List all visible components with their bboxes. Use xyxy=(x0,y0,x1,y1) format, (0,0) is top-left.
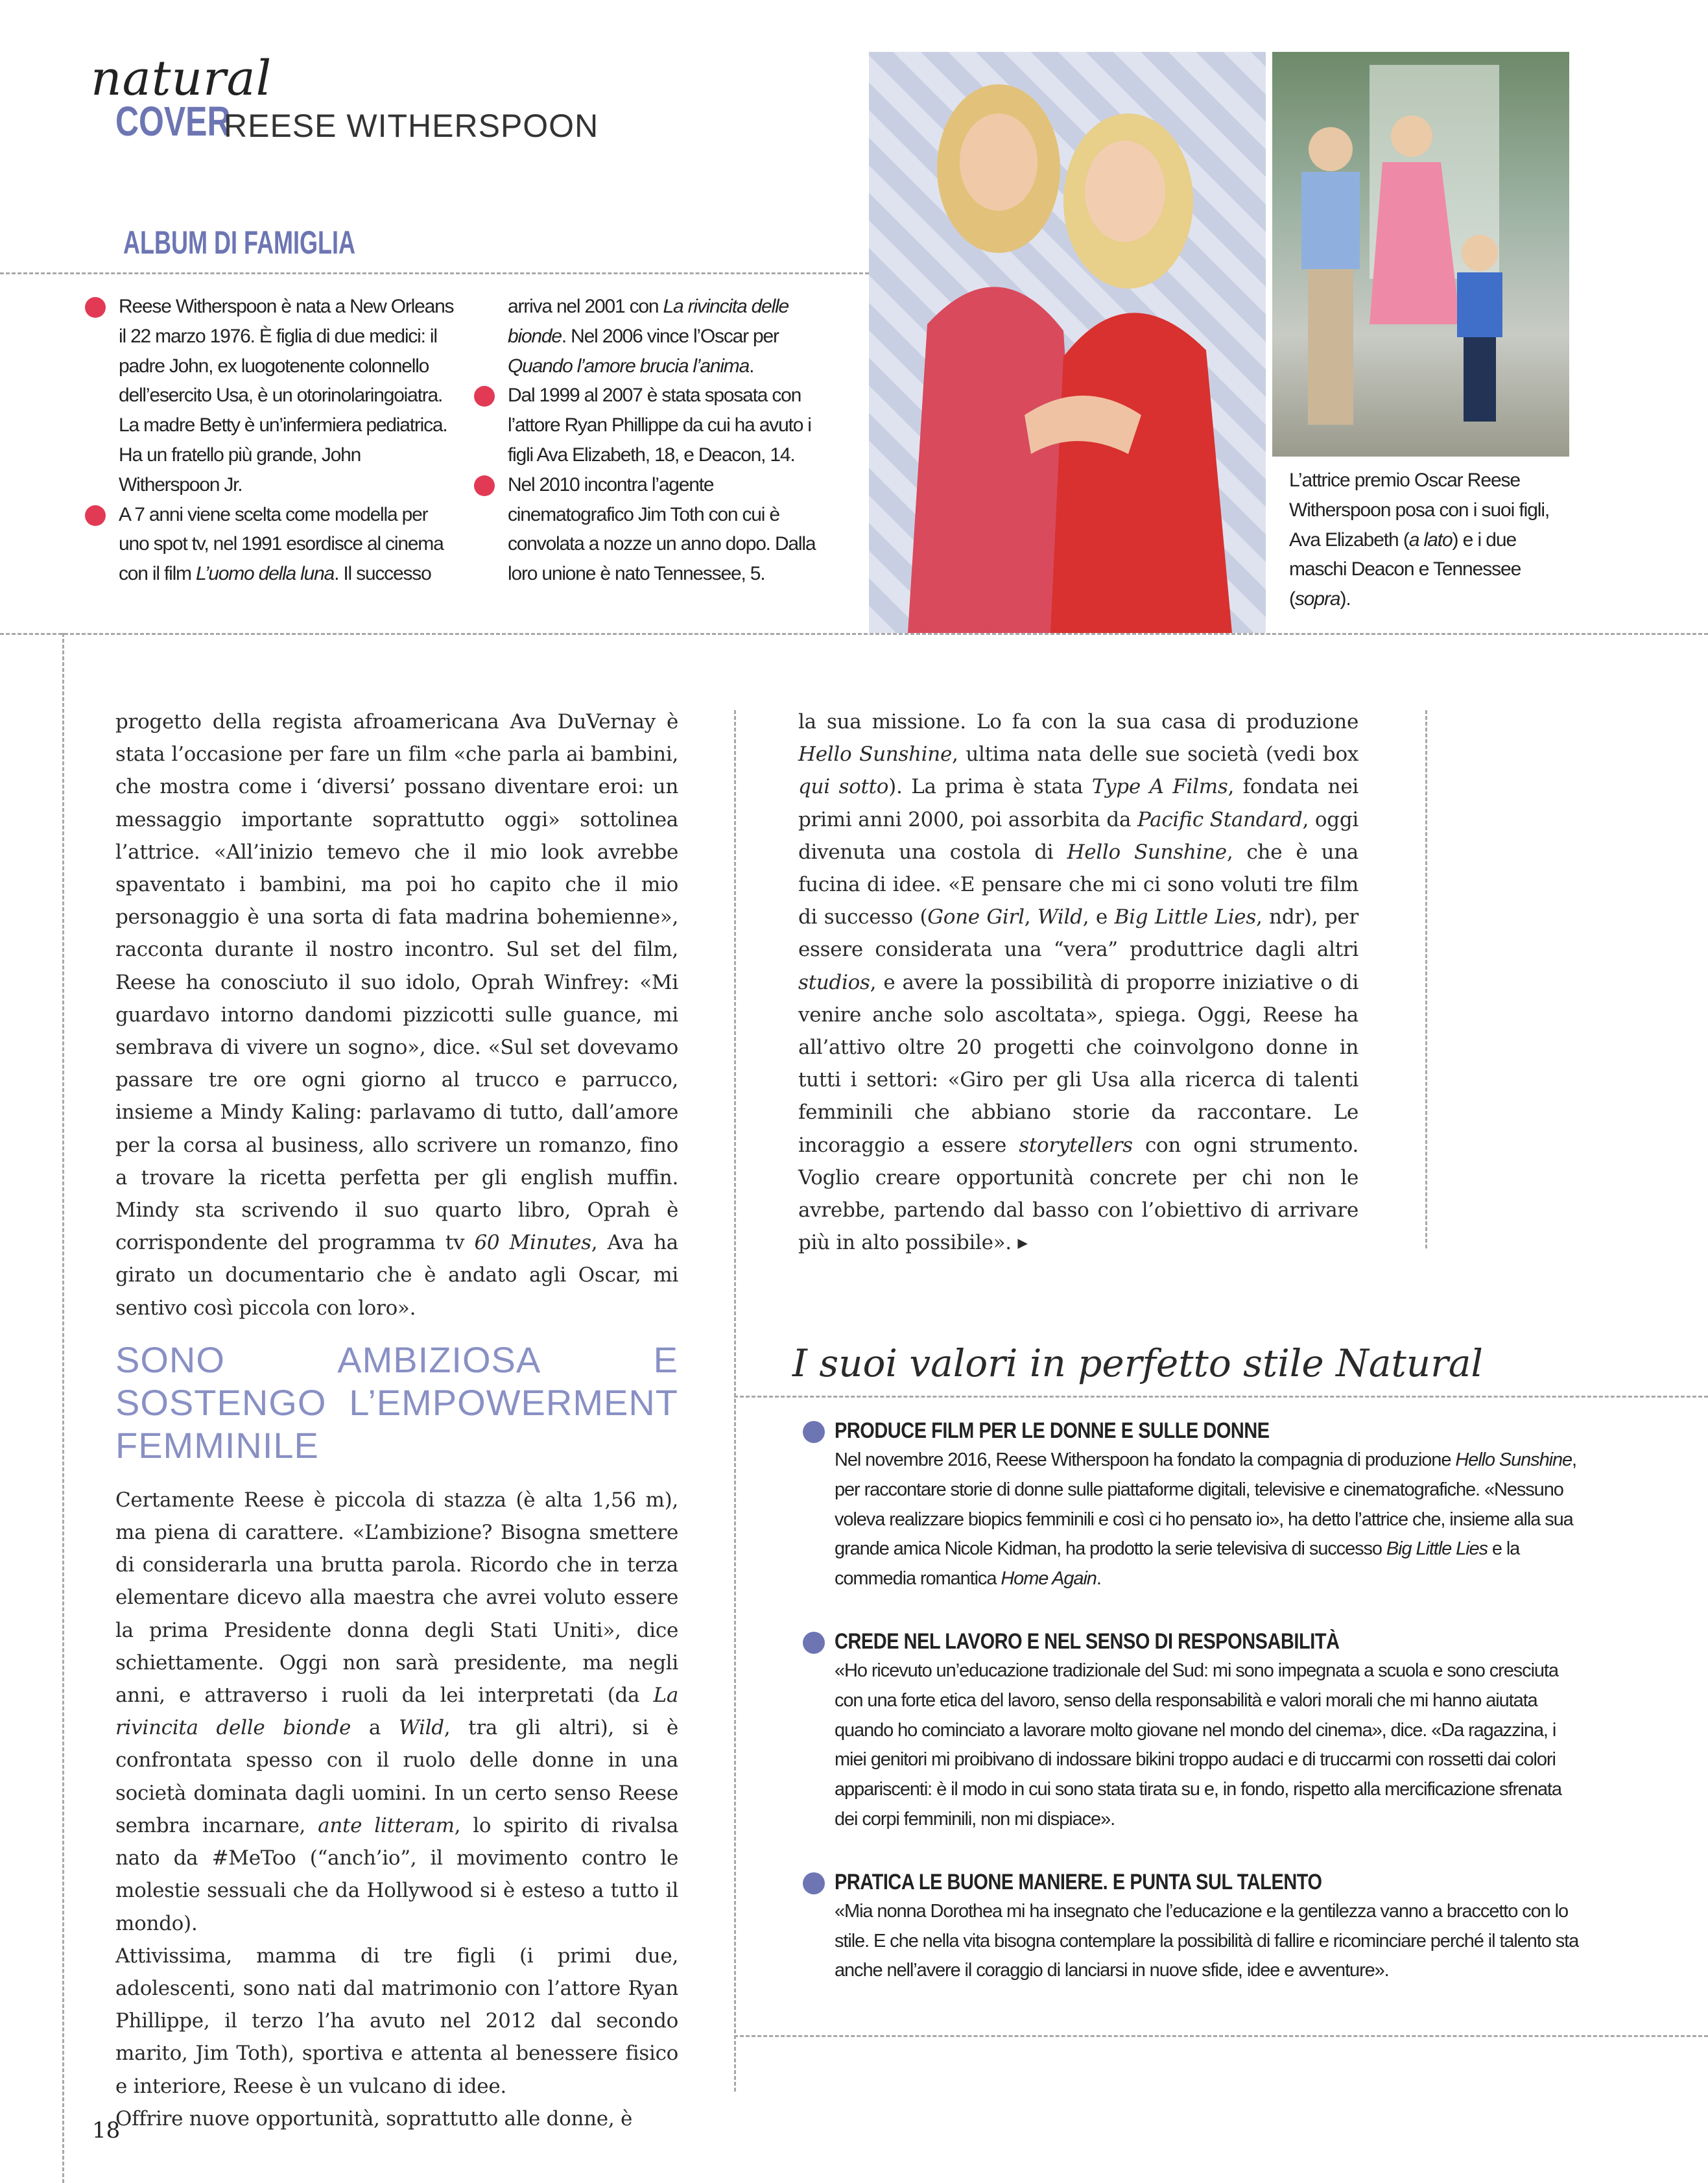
text-run: , per raccontare storie di donne sulle piattaforme digitali, televisive e cinematografiche. «Nessuno voleva realizzare biopics femminili e così ci ho pensato io», ha detto l’attrice che, insieme alla sua grande amica Nicole Kidman, ha prodotto la serie televisiva di successo xyxy=(835,1449,1576,1560)
text-run: . Nel 2006 vince l’Oscar per xyxy=(561,325,779,347)
album-fact-text xyxy=(119,504,444,585)
caption-text xyxy=(1289,470,1549,610)
album-fact xyxy=(508,470,819,589)
italic-title: Wild xyxy=(398,1716,444,1740)
article-paragraph xyxy=(798,706,1358,1259)
text-run: «Mia nonna Dorothea mi ha insegnato che l’educazione e la gentilezza vanno a braccetto con lo stile. E che nella vita bisogna contemplare la possibilità di fallire e ricominciare perché il talento sta anche nell’avere il coraggio di lanciarsi in nuove sfide, idee e avventure». xyxy=(835,1900,1579,1981)
album-fact xyxy=(508,381,819,470)
article-paragraph xyxy=(115,1940,678,2103)
bullet-icon xyxy=(85,505,106,526)
italic-title: Big Little Lies xyxy=(1114,905,1256,929)
italic-title: L’uomo della luna xyxy=(195,563,335,585)
article-column-2 xyxy=(798,706,1358,1259)
italic-title: studios xyxy=(798,970,870,994)
text-run: , Ava ha girato un documentario che è andato agli Oscar, mi sentivo così piccola con loro». xyxy=(115,1231,678,1320)
text-run: , oggi divenuta una costola di xyxy=(798,807,1358,864)
divider xyxy=(0,633,1708,635)
text-run: «Ho ricevuto un’educazione tradizionale del Sud: mi sono impegnata a scuola e sono cresciuta con una forte etica del lavoro, senso della responsabilità e valori morali che mi hanno aiutata quando ho cominciato a lavorare molto giovane nel mondo del cinema», dice. «Da ragazzina, i miei genitori mi proibivano di indossare bikini troppo audaci e di truccarmi con rossetti dai colori appariscenti: è il modo in cui sono stata tirata su e, in fondo, rispetto alla mercificazione sfrenata dei corpi femminili, non mi dispiace». xyxy=(835,1660,1561,1830)
photo-caption xyxy=(1289,466,1574,614)
bullet-icon xyxy=(474,475,495,496)
text-run: , ultima nata delle sue società (vedi box xyxy=(952,743,1358,767)
text-run: , e avere la possibilità di proporre iniziative o di venire anche solo ascoltata», spiega. Oggi, Reese ha all’attivo oltre 20 progetti che coinvolgono donne in tutti i settori: «Giro per gli Usa alla ricerca di talenti femminili che abbiano storie da raccontare. Le incoraggio a essere xyxy=(798,970,1358,1157)
bullet-icon xyxy=(803,1872,825,1894)
value-item xyxy=(835,1627,1580,1835)
photo-illustration xyxy=(869,52,1266,633)
margin-rule xyxy=(62,633,64,2183)
italic-title: Type A Films xyxy=(1091,775,1228,799)
text-run: Offrire nuove opportunità, soprattutto alle donne, è xyxy=(115,2106,632,2130)
album-fact xyxy=(119,292,456,500)
album-column-1 xyxy=(119,292,456,589)
article-column-1 xyxy=(115,706,678,2135)
text-run: , ndr), per essere considerata una “vera” produttrice dagli altri xyxy=(798,905,1359,962)
text-run: la sua missione. Lo fa con la sua casa di produzione xyxy=(798,710,1358,734)
value-text xyxy=(835,1656,1580,1835)
bullet-icon xyxy=(803,1421,825,1443)
text-run: ) e i due maschi Deacon e Tennessee ( xyxy=(1289,529,1521,610)
photo-family xyxy=(1272,52,1569,457)
album-fact-text xyxy=(119,296,453,495)
value-item xyxy=(835,1416,1580,1594)
section-kicker: natural xyxy=(91,51,272,106)
text-run: Attivissima, mamma di tre figli (i primi due, adolescenti, sono nati dal matrimonio con l’attore Ryan Phillippe, il terzo l’ha avuto nel 2012 dal secondo marito, Jim Toth), sportiva e attenta al benessere fisico e interiore, Reese è un vulcano di idee. xyxy=(115,1944,678,2098)
value-heading: PRODUCE FILM PER LE DONNE E SULLE DONNE xyxy=(835,1418,1270,1443)
album-fact-continued xyxy=(508,292,819,381)
article-paragraph xyxy=(115,1484,678,1940)
text-run: Nel 2010 incontra l’agente cinematografico Jim Toth con cui è convolata a nozze un anno dopo. Dalla loro unione è nato Tennessee, 5. xyxy=(508,473,816,585)
value-item xyxy=(835,1867,1580,1986)
italic-title: Gone Girl xyxy=(927,905,1025,929)
bullet-icon xyxy=(474,386,495,407)
section-title: COVER xyxy=(115,98,231,145)
value-heading: PRATICA LE BUONE MANIERE. E PUNTA SUL TALENTO xyxy=(835,1869,1322,1894)
text-run: e la commedia romantica xyxy=(835,1538,1520,1590)
text-run: A 7 anni viene scelta come modella per uno spot tv, nel 1991 esordisce al cinema con il film xyxy=(119,503,444,585)
text-run: . Il successo xyxy=(334,563,431,585)
album-title: ALBUM DI FAMIGLIA xyxy=(123,224,355,261)
value-text xyxy=(835,1446,1580,1594)
text-run: , lo spirito di rivalsa nato da #MeToo (“anch’io”, il movimento contro le molestie sessuali che da Hollywood si è esteso a tutto il mondo). xyxy=(115,1813,678,1935)
italic-title: Pacific Standard xyxy=(1137,807,1303,831)
text-run: L’attrice premio Oscar Reese Witherspoon posa con i suoi figli, Ava Elizabeth ( xyxy=(1289,470,1550,551)
text-run: Dal 1999 al 2007 è stata sposata con l’attore Ryan Phillippe da cui ha avuto i figli Ava Elizabeth, 18, e Deacon, 14. xyxy=(508,385,811,466)
text-run: Certamente Reese è piccola di stazza (è alta 1,56 m), ma piena di carattere. «L’ambizione? Bisogna smettere di considerarla una brutta parola. Ricordo che in terza elementare dicevo alla maestra che avrei voluto essere la prima Presidente donna degli Stati Uniti», dice schiettamente. Oggi non sarà presidente, ma negli anni, e attraverso i ruoli da lei interpretati (da xyxy=(115,1488,678,1708)
article-subject: REESE WITHERSPOON xyxy=(224,108,599,144)
bullet-icon xyxy=(85,297,106,318)
album-fact xyxy=(119,500,456,589)
text-run: con ogni strumento. Voglio creare opportunità concrete per chi non le avrebbe, partendo dal basso con l’obiettivo di arrivare più in alto possibile». ▸ xyxy=(798,1133,1358,1255)
italic-title: La rivincita delle bionde xyxy=(115,1684,678,1740)
italic-title: Hello Sunshine xyxy=(1067,840,1227,864)
column-rule xyxy=(1425,710,1427,1248)
italic-title: 60 Minutes xyxy=(474,1231,591,1255)
italic-title: Quando l’amore brucia l’anima xyxy=(508,355,750,377)
italic-title: Home Again xyxy=(1001,1568,1097,1590)
values-title: I suoi valori in perfetto stile Natural xyxy=(792,1341,1483,1385)
text-run: progetto della regista afroamericana Ava DuVernay è stata l’occasione per fare un film «che parla ai bambini, che mostra come i ‘diversi’ possano diventare eroi: un messaggio importante soprattutto oggi» sottolinea l’attrice. «All’inizio temevo che il mio look avrebbe spaventato i bambini, ma poi ho capito che il mio personaggio è una sorta di fata madrina bohemienne», racconta durante il nostro incontro. Sul set del film, Reese ha conosciuto il suo idolo, Oprah Winfrey: «Mi guardavo intorno dandomi pizzicotti sulle guance, mi sembrava di vivere un sogno», dice. «Sul set dovevamo passare tre ore ogni giorno al trucco e parrucco, insieme a Mindy Kaling: parlavamo di tutto, dall’amore per la corsa al business, allo scrivere un romanzo, fino a trovare la ricetta perfetta per gli english muffin. Mindy sta scrivendo il suo quarto libro, Oprah è corrispondente del programma tv xyxy=(115,710,678,1255)
text-run: arriva nel 2001 con xyxy=(508,296,663,317)
italic-title: a lato xyxy=(1408,529,1453,551)
italic-title: storytellers xyxy=(1019,1133,1133,1157)
divider xyxy=(0,272,869,274)
value-heading: CREDE NEL LAVORO E NEL SENSO DI RESPONSABILITÀ xyxy=(835,1628,1340,1654)
album-fact-text xyxy=(508,474,815,584)
text-run: Nel novembre 2016, Reese Witherspoon ha fondato la compagnia di produzione xyxy=(835,1449,1456,1470)
article-subheading: SONO AMBIZIOSA E SOSTENGO L’EMPOWERMENT FEMMINILE xyxy=(115,1339,678,1466)
italic-title: qui sotto xyxy=(798,775,889,799)
italic-title: ante litteram xyxy=(318,1813,455,1837)
album-fact-text xyxy=(508,385,811,466)
text-run: Reese Witherspoon è nata a New Orleans il 22 marzo 1976. È figlia di due medici: il padre John, ex luogotenente colonnello dell’esercito Usa, è un otorinolaringoiatra. La madre Betty è un’infermiera pediatrica. Ha un fratello più grande, John Witherspoon Jr. xyxy=(119,296,454,495)
italic-title: Hello Sunshine xyxy=(1455,1449,1572,1470)
text-run: , che è una fucina di idee. «E pensare che mi ci sono voluti tre film di successo ( xyxy=(798,840,1358,929)
bullet-icon xyxy=(803,1632,825,1654)
text-run: a xyxy=(351,1716,399,1740)
italic-title: Big Little Lies xyxy=(1386,1538,1488,1560)
italic-title: sopra xyxy=(1294,588,1340,610)
italic-title: Wild xyxy=(1037,905,1083,929)
text-run: ). xyxy=(1340,588,1351,610)
italic-title: Hello Sunshine xyxy=(798,743,953,767)
text-run: , e xyxy=(1082,905,1115,929)
divider xyxy=(734,1396,1708,1398)
album-fact-text xyxy=(508,296,789,377)
text-run: . xyxy=(749,355,754,377)
article-paragraph xyxy=(115,706,678,1324)
italic-title: La rivincita delle bionde xyxy=(508,296,789,347)
text-run: ). La prima è stata xyxy=(888,775,1092,799)
article-paragraph xyxy=(115,2103,678,2135)
photo-reese-and-ava xyxy=(869,52,1266,633)
page-number: 18 xyxy=(92,2117,121,2143)
photo-illustration xyxy=(1272,52,1569,457)
text-run: , tra gli altri), si è confrontata spesso con il ruolo delle donne in una società dominata dagli uomini. In un certo senso Reese sembra incarnare, xyxy=(115,1716,678,1837)
text-run: , xyxy=(1024,905,1038,929)
text-run: . xyxy=(1096,1568,1101,1590)
value-text xyxy=(835,1897,1580,1986)
text-run: , fondata nei primi anni 2000, poi assorbita da xyxy=(798,775,1358,831)
values-list xyxy=(835,1416,1580,2018)
divider xyxy=(734,2035,1708,2037)
column-rule xyxy=(734,710,736,2092)
album-column-2 xyxy=(508,292,819,589)
